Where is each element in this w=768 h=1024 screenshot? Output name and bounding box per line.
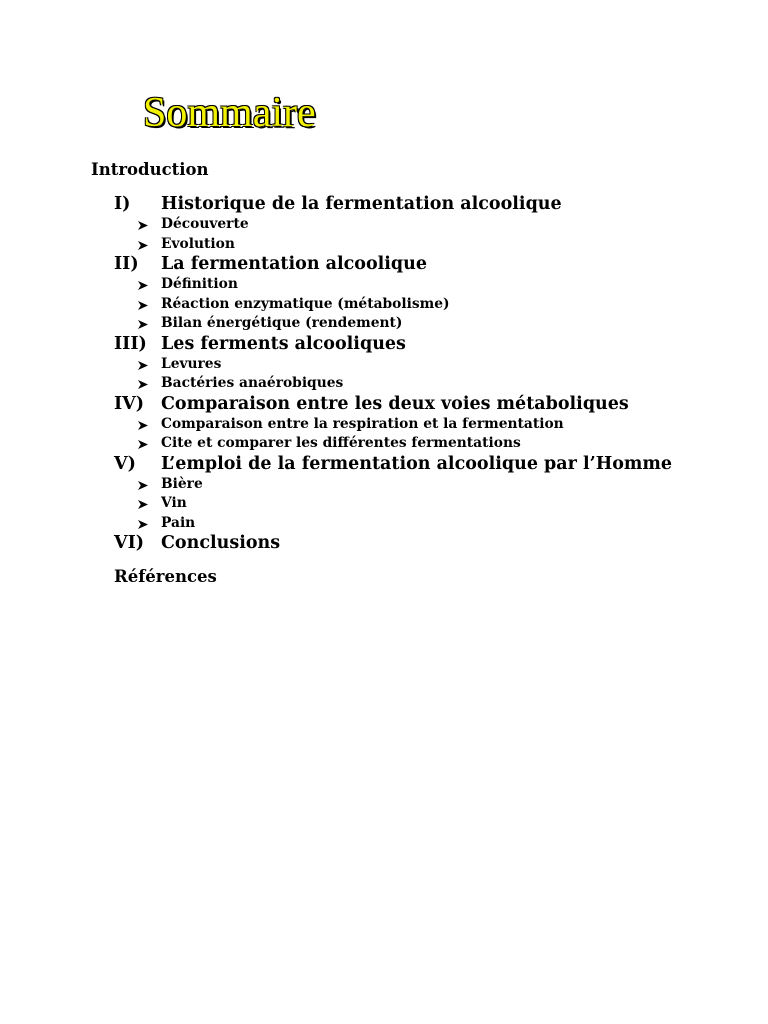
toc-section <box>114 254 734 334</box>
introduction-heading: Introduction <box>91 160 209 179</box>
toc-section <box>114 194 734 254</box>
arrowhead-bullet-icon <box>138 221 148 230</box>
subitem-label: Cite et comparer les différentes fermentations <box>161 435 521 451</box>
section-title: Conclusions <box>161 533 281 553</box>
subitem-label: Evolution <box>161 235 235 252</box>
page-title: Sommaire <box>143 90 316 136</box>
subitem-label: Levures <box>161 355 222 372</box>
section-title: La fermentation alcoolique <box>161 254 428 274</box>
section-title: Comparaison entre les deux voies métaboliques <box>161 393 629 414</box>
section-title: Historique de la fermentation alcoolique <box>161 194 562 214</box>
toc-section <box>114 533 734 554</box>
toc-subitem <box>114 475 734 495</box>
section-title: L’emploi de la fermentation alcoolique par l’Homme <box>161 453 673 474</box>
arrowhead-bullet-icon <box>138 520 148 529</box>
arrowhead-bullet-icon <box>138 500 148 509</box>
arrowhead-bullet-icon <box>138 361 148 370</box>
subitem-label: Bilan énergétique (rendement) <box>161 315 403 331</box>
subitem-label: Bière <box>161 475 203 492</box>
subitem-label: Bactéries anaérobiques <box>161 375 344 391</box>
arrowhead-bullet-icon <box>138 481 148 490</box>
section-numeral: V) <box>114 453 136 474</box>
subitem-label: Pain <box>161 514 196 531</box>
section-numeral: II) <box>114 254 139 274</box>
subitem-label: Comparaison entre la respiration et la fermentation <box>161 415 564 432</box>
subitem-label: Définition <box>161 276 238 292</box>
toc-section <box>114 334 734 394</box>
toc-subitem <box>114 415 734 435</box>
subitem-label: Réaction enzymatique (métabolisme) <box>161 295 450 312</box>
arrowhead-bullet-icon <box>138 301 148 310</box>
arrowhead-bullet-icon <box>138 440 148 449</box>
arrowhead-bullet-icon <box>138 241 148 250</box>
toc-section-heading <box>114 394 734 415</box>
toc-section-heading <box>114 533 734 554</box>
toc-subitem <box>114 215 734 235</box>
toc-subitem <box>114 295 734 315</box>
arrowhead-bullet-icon <box>138 281 148 290</box>
toc-subitem <box>114 314 734 334</box>
toc-section-heading <box>114 194 734 215</box>
arrowhead-bullet-icon <box>138 380 148 389</box>
toc-subitem <box>114 514 734 534</box>
toc-section <box>114 394 734 454</box>
toc-section-heading <box>114 454 734 475</box>
toc-section-heading <box>114 334 734 355</box>
subitem-label: Vin <box>161 495 187 511</box>
section-numeral: VI) <box>114 533 145 553</box>
table-of-contents <box>114 194 734 554</box>
toc-subitem <box>114 494 734 514</box>
toc-subitem <box>114 374 734 394</box>
section-numeral: I) <box>114 194 131 214</box>
section-numeral: III) <box>114 333 147 354</box>
toc-section <box>114 454 734 534</box>
toc-subitem <box>114 434 734 454</box>
arrowhead-bullet-icon <box>138 320 148 329</box>
subitem-label: Découverte <box>161 216 249 232</box>
references-heading: Références <box>114 567 217 586</box>
toc-subitem <box>114 235 734 255</box>
section-title: Les ferments alcooliques <box>161 333 406 354</box>
toc-subitem <box>114 275 734 295</box>
section-numeral: IV) <box>114 393 145 414</box>
toc-subitem <box>114 355 734 375</box>
arrowhead-bullet-icon <box>138 421 148 430</box>
toc-section-heading <box>114 254 734 275</box>
